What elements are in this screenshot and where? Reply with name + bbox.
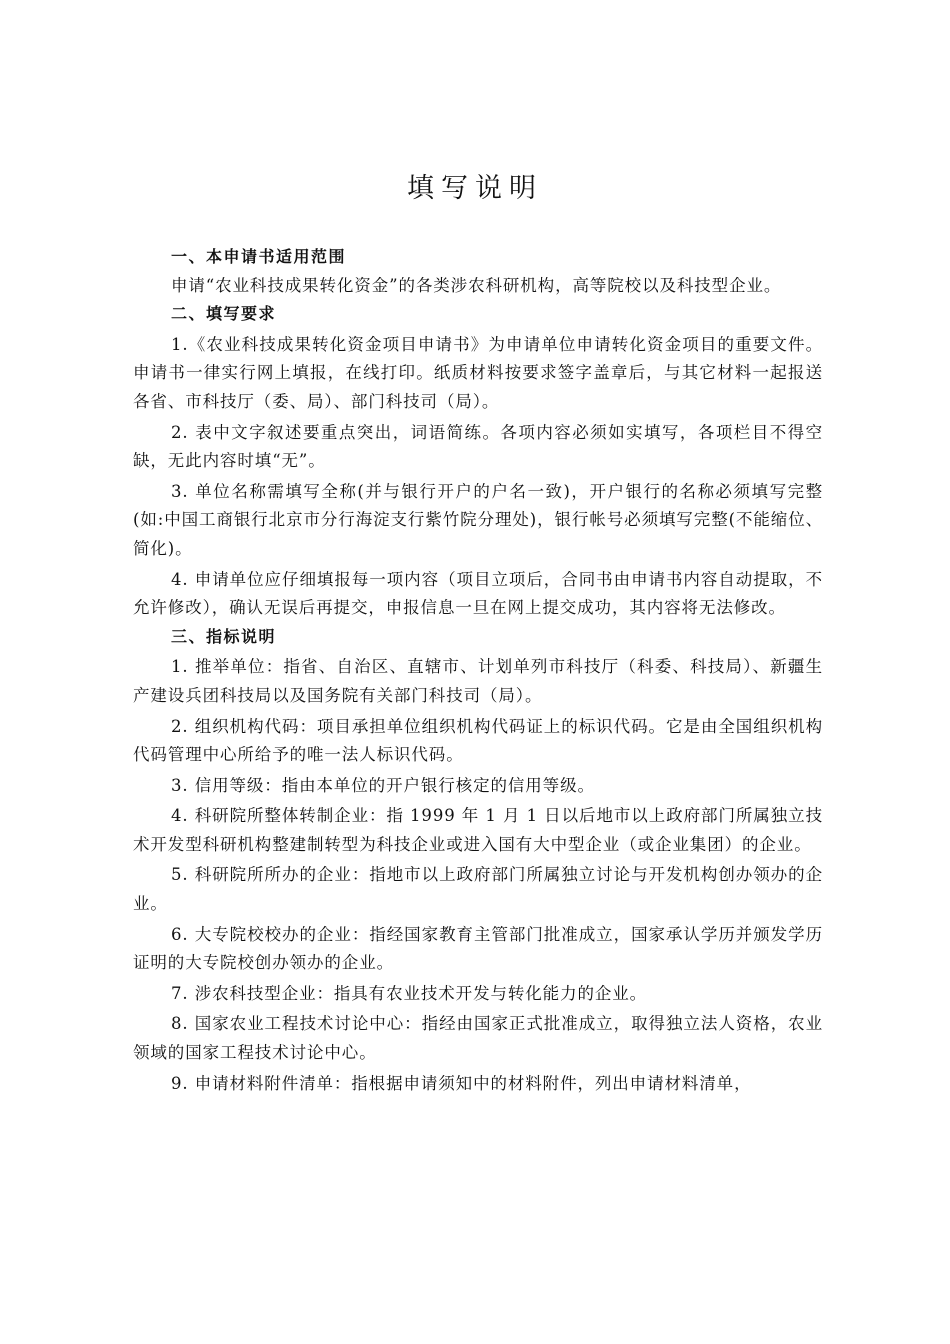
paragraph: 1. 推举单位：指省、自治区、直辖市、计划单列市科技厅（科委、科技局）、新疆生产建设兵团科技局以及国务院有关部门科技司（局）。 [133, 657, 823, 705]
document-body [133, 243, 823, 1098]
paragraph: 2. 组织机构代码：项目承担单位组织机构代码证上的标识代码。它是由全国组织机构代码管理中心所给予的唯一法人标识代码。 [133, 716, 823, 765]
paragraph: 4. 科研院所整体转制企业：指 1999 年 1 月 1 日以后地市以上政府部门所属独立技术开发型科研机构整建制转型为科技企业或进入国有大中型企业（或企业集团）的企业。 [133, 806, 823, 854]
paragraph: 3. 信用等级：指由本单位的开户银行核定的信用等级。 [171, 775, 595, 795]
section-heading: 一、本申请书适用范围 [171, 247, 347, 266]
paragraph: 2. 表中文字叙述要重点突出，词语简练。各项内容必须如实填写，各项栏目不得空缺，无此内容时填“无”。 [133, 422, 823, 471]
paragraph: 8. 国家农业工程技术讨论中心：指经由国家正式批准成立，取得独立法人资格，农业领域的国家工程技术讨论中心。 [133, 1014, 823, 1063]
section-heading: 三、指标说明 [171, 626, 277, 646]
section-requirements [133, 300, 823, 623]
section-heading: 二、填写要求 [171, 304, 277, 324]
paragraph: 1.《农业科技成果转化资金项目申请书》为申请单位申请转化资金项目的重要文件。申请书一律实行网上填报，在线打印。纸质材料按要求签字盖章后，与其它材料一起报送各省、市科技厅（委、局）、部门科技司（局）。 [133, 334, 823, 411]
paragraph: 5. 科研院所所办的企业：指地市以上政府部门所属独立讨论与开发机构创办领办的企业。 [133, 865, 823, 914]
paragraph: 7. 涉农科技型企业：指具有农业技术开发与转化能力的企业。 [171, 983, 648, 1003]
paragraph: 6. 大专院校校办的企业：指经国家教育主管部门批准成立，国家承认学历并颁发学历证明的大专院校创办领办的企业。 [133, 924, 823, 973]
paragraph: 3. 单位名称需填写全称(并与银行开户的户名一致)，开户银行的名称必须填写完整(如:中国工商银行北京市分行海淀支行紫竹院分理处)，银行帐号必须填写完整(不能缩位、简化)。 [133, 481, 823, 558]
paragraph: 4. 申请单位应仔细填报每一项内容（项目立项后，合同书由申请书内容自动提取，不允许修改），确认无误后再提交，申报信息一旦在网上提交成功，其内容将无法修改。 [133, 569, 823, 618]
section-indicators [133, 623, 823, 1099]
page-title: 填写说明 [407, 173, 543, 204]
paragraph: 9. 申请材料附件清单：指根据申请须知中的材料附件，列出申请材料清单， [171, 1073, 752, 1093]
section-scope [133, 243, 823, 300]
paragraph: 申请“农业科技成果转化资金”的各类涉农科研机构，高等院校以及科技型企业。 [171, 275, 782, 295]
